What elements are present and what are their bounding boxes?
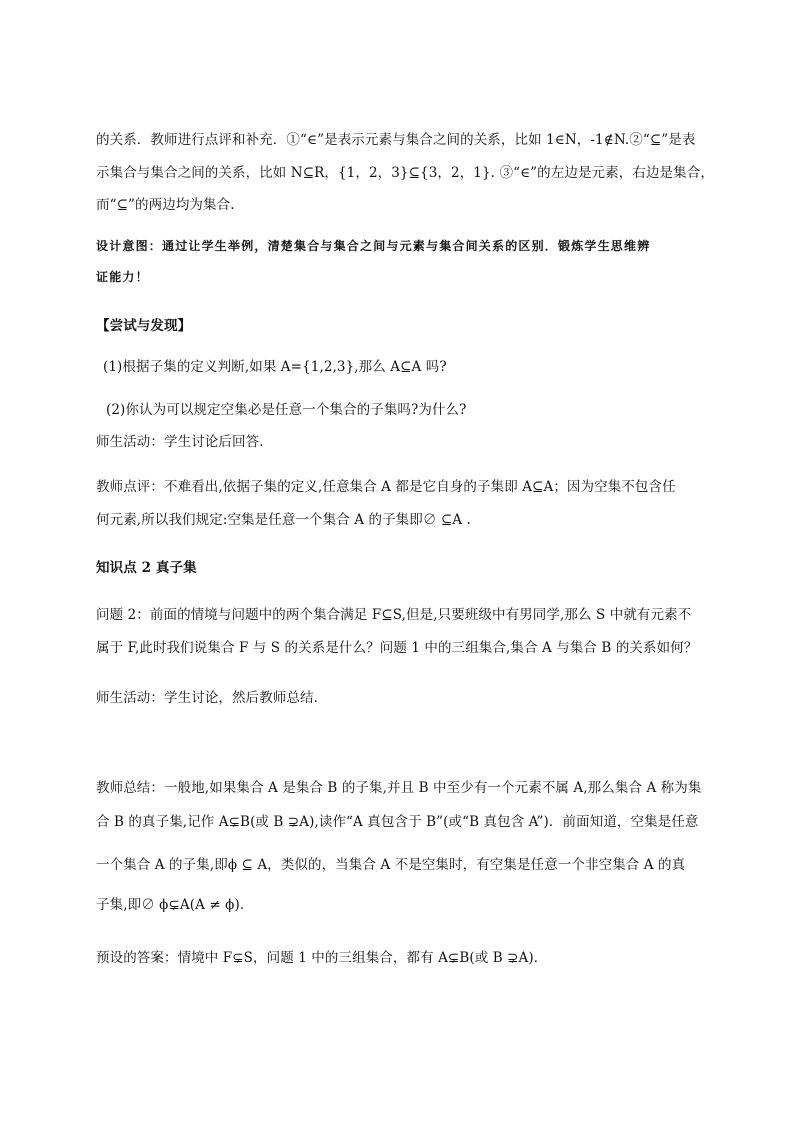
knowledge-point-heading: 知识点 2 真子集 [96,560,197,576]
teacher-comment-line-2: 何元素,所以我们规定:空集是任意一个集合 A 的子集即∅ ⊆A . [96,512,471,528]
question-1: (1)根据子集的定义判断,如果 A={1,2,3},那么 A⊆A 吗? [103,359,447,375]
teacher-student-activity-1: 师生活动：学生讨论后回答． [96,434,273,450]
try-discover-heading: 【尝试与发现】 [96,318,192,334]
summary-line-1: 教师总结：一般地,如果集合 A 是集合 B 的子集,并且 B 中至少有一个元素不属 A,那么集合 A 称为集 [96,780,702,796]
teacher-comment-line-1: 教师点评：不难看出,依据子集的定义,任意集合 A 都是它自身的子集即 A⊆A；因为空集不包含任 [96,479,676,495]
question-2: (2)你认为可以规定空集必是任意一个集合的子集吗?为什么? [106,402,467,418]
summary-line-4: 子集,即∅ ϕ⊊A(A ≠ ϕ)． [96,897,254,913]
question-2-line-2: 属于 F,此时我们说集合 F 与 S 的关系是什么？问题 1 中的三组集合,集合 A 与集合 B 的关系如何？ [96,640,698,656]
question-2-line-1: 问题 2：前面的情境与问题中的两个集合满足 F⊆S,但是,只要班级中有男同学,那么 S 中就有元素不 [96,607,692,623]
summary-line-2: 合 B 的真子集,记作 A⊊B(或 B ⊋A),读作“A 真包含于 B”(或“B 真包含 A”)．前面知道，空集是任意 [96,814,699,830]
intro-line-1: 的关系．教师进行点评和补充．①“∈”是表示元素与集合之间的关系，比如 1∈N，-1∉N.②“⊆”是表 [96,132,696,148]
design-intent-line-1: 设计意图：通过让学生举例，清楚集合与集合之间与元素与集合间关系的区别．锻炼学生思维辨 [96,239,651,253]
intro-line-2: 示集合与集合之间的关系，比如 N⊆R，{1，2，3}⊆{3，2，1}. ③“∈”的左边是元素，右边是集合， [96,165,714,181]
summary-line-3: 一个集合 A 的子集,即ϕ ⊆ A，类似的，当集合 A 不是空集时，有空集是任意一个非空集合 A 的真 [96,857,686,873]
design-intent-line-2: 证能力！ [96,270,149,284]
teacher-student-activity-2: 师生活动：学生讨论，然后教师总结． [96,690,328,706]
intro-line-3: 而“⊆”的两边均为集合. [96,197,235,213]
preset-answer: 预设的答案：情境中 F⊊S，问题 1 中的三组集合，都有 A⊊B(或 B ⊋A)． [96,950,548,966]
